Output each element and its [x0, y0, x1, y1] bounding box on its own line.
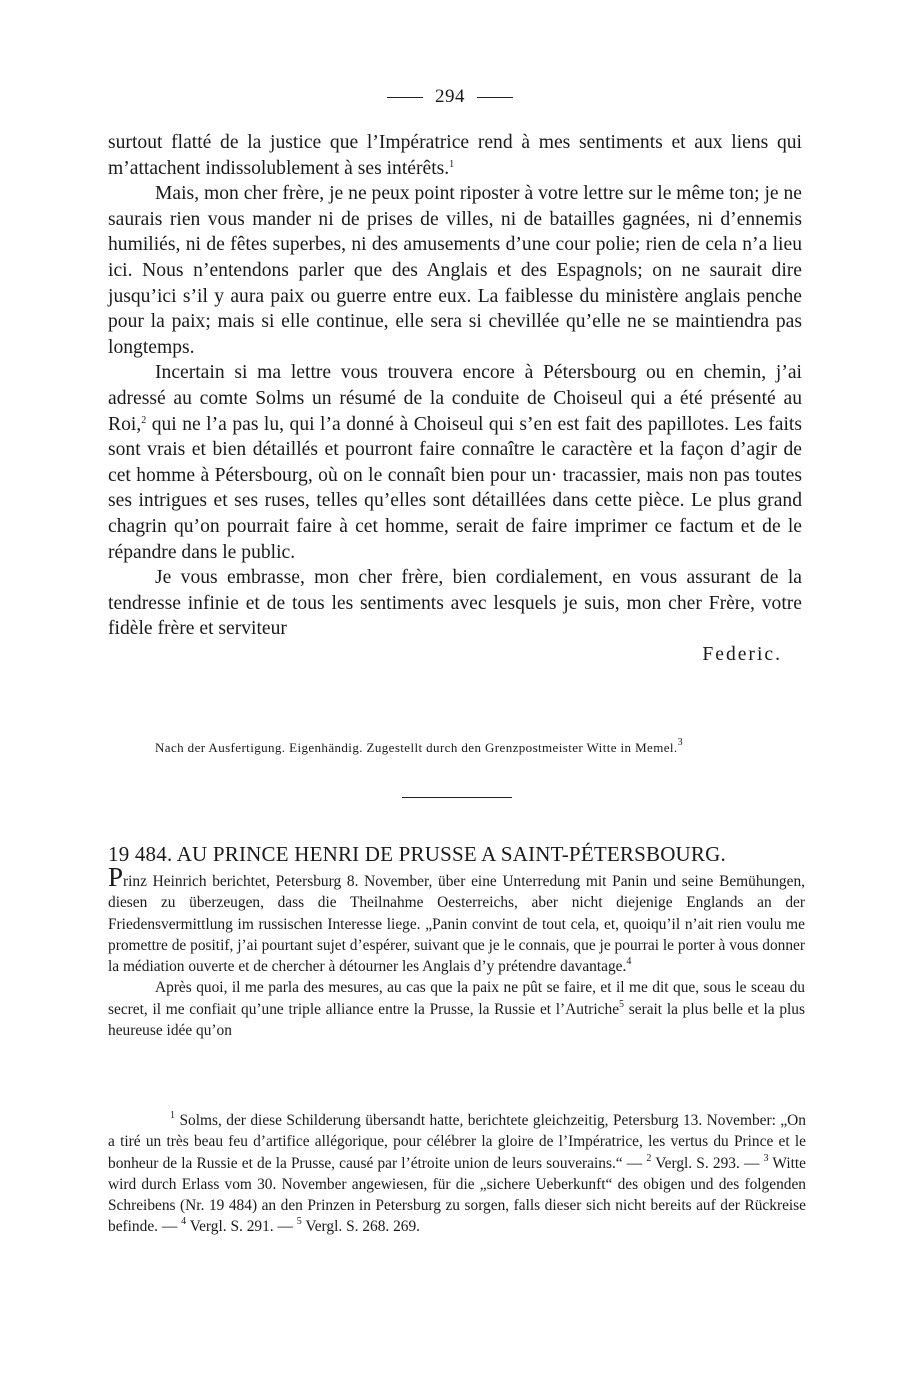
footnote-marker: 1: [449, 158, 455, 170]
footnote-marker: 4: [626, 956, 632, 968]
footnote-number: 5: [296, 1216, 302, 1228]
letter-text: qui ne l’a pas lu, qui l’a donné à Choiseul qui s’en est fait des papillotes. Les faits sont vrais et bien détaillés et pourront faire connaître le caractère et la façon d’agir de cet homme à Pétersbourg, où on le connaît bien pour un· tracassier, mais non pas toutes ses intrigues et ses ruses, telles qu’elles sont détaillées dans cette pièce. Le plus grand chagrin qu’on pourrait faire à cet homme, serait de faire imprimer ce factum et de le répandre dans le public.: [108, 413, 802, 563]
footnote-text: Solms, der diese Schilderung übersandt hatte, berichtete gleichzeitig, Petersburg 13. November: „On a tiré un très beau feu d’artifice allégorique, pour célébrer la gloire de l’Impératrice, les vertus du Prince et le bonheur de la Russie et de la Prusse, causé par l’étroite union de leurs souverains.“ —: [108, 1112, 806, 1172]
footnote-marker: 2: [141, 414, 147, 426]
footnote-text: Witte wird durch Erlass vom 30. November angewiesen, für die „sichere Ueberkunft“ des obigen und des folgenden Schreibens (Nr. 19 484) an den Prinzen in Petersburg zu sorgen, falls dieser sich nicht bereits auf der Rückreise befinde. —: [108, 1154, 806, 1236]
letter-paragraph-3: [108, 360, 802, 565]
footnote-number: 4: [181, 1216, 187, 1228]
footnote-number: 1: [170, 1110, 175, 1121]
letter-body: [108, 130, 802, 667]
summary-paragraph-1: [108, 862, 805, 977]
letter-paragraph-1: [108, 130, 802, 181]
footnote-text: Vergl. S. 293. —: [655, 1154, 760, 1172]
summary-text: Après quoi, il me parla des mesures, au cas que la paix ne pût se faire, et il me dit que, sous le sceau du secret, il me confiait qu’une triple alliance entre la Prusse, la Russie et l’Autriche: [108, 979, 805, 1018]
summary-body: [108, 862, 805, 1041]
drop-initial: P: [108, 862, 124, 892]
header-dash-left: [387, 97, 423, 98]
footnote-text: Vergl. S. 268. 269.: [305, 1218, 421, 1236]
summary-paragraph-2: [108, 977, 805, 1041]
footnotes: [108, 1110, 806, 1238]
footnote-marker: 5: [619, 998, 625, 1010]
signature: Federic.: [702, 643, 782, 665]
footnote-number: 2: [646, 1152, 652, 1164]
footnote-text: Vergl. S. 291. —: [189, 1218, 293, 1236]
source-note-text: Nach der Ausfertigung. Eigenhändig. Zugestellt durch den Grenzpostmeister Witte in Memel.: [155, 740, 678, 755]
source-note: [108, 739, 802, 756]
letter-text: surtout flatté de la justice que l’Impératrice rend à mes sentiments et aux liens qui m’attachent indissolublement à ses intérêts.: [108, 132, 802, 179]
summary-text: serait la plus belle et la plus heureuse idée qu’on: [108, 1000, 805, 1040]
footnote-number: 3: [763, 1152, 769, 1164]
document-heading: 19 484. AU PRINCE HENRI DE PRUSSE A SAINT-PÉTERSBOURG.: [108, 842, 726, 866]
section-divider: [402, 797, 512, 798]
letter-text: Incertain si ma lettre vous trouvera encore à Pétersbourg ou en chemin, j’ai adressé au comte Solms un résumé de la conduite de Choiseul qui a été présenté au Roi,: [108, 362, 802, 435]
page-number: 294: [435, 86, 465, 107]
footnote-block: [108, 1110, 806, 1238]
letter-paragraph-2: Mais, mon cher frère, je ne peux point riposter à votre lettre sur le même ton; je ne saurais rien vous mander ni de prises de villes, ni de batailles gagnées, ni d’ennemis humiliés, ni de fêtes superbes, ni des amusements d’une cour polie; rien de cela n’a lieu ici. Nous n’entendons parler que des Anglais et des Espagnols; on ne saurait dire jusqu’ici s’il y aura paix ou guerre entre eux. La faiblesse du ministère anglais penche pour la paix; mais si elle continue, elle sera si chevillée qu’elle ne se maintiendra pas longtemps.: [108, 183, 802, 358]
letter-paragraph-4: Je vous embrasse, mon cher frère, bien cordialement, en vous assurant de la tendresse infinie et de tous les sentiments avec lesquels je suis, mon cher Frère, votre fidèle frère et serviteur: [108, 567, 802, 640]
page-header: [0, 86, 900, 108]
header-dash-right: [477, 97, 513, 98]
footnote-marker: 3: [677, 737, 683, 748]
summary-text: rinz Heinrich berichtet, Petersburg 8. November, über eine Unterredung mit Panin und seine Bemühungen, diesen zu überzeugen, dass die Theilnahme Oesterreichs, aber nicht diejenige Englands an der Friedensvermittlung im russischen Interesse liege. „Panin convint de tout cela, et, quoiqu’il n’ait rien voulu me promettre de positif, j’ai pourtant sujet d’espérer, suivant que je le connais, que je pourrai le porter à vous donner la médiation ouverte et de chercher à détourner les Anglais d’y prétendre davantage.: [108, 873, 805, 976]
